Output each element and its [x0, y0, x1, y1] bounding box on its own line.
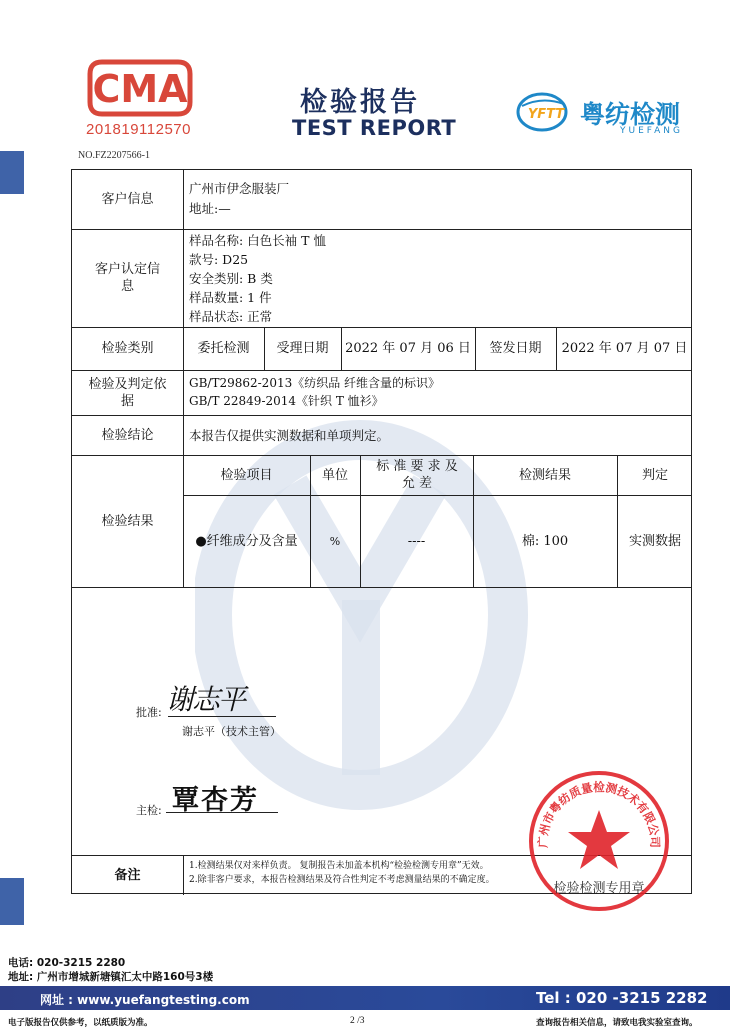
header-result: 检测结果 — [518, 467, 571, 483]
report-number: NO.FZ2207566-1 — [78, 150, 150, 161]
issue-date: 2022 年 07 月 07 日 — [561, 341, 688, 356]
side-accent-bar-top — [0, 151, 24, 194]
header-requirement: 标 准 要 求 及 允 差 — [376, 459, 458, 491]
row-result: 棉: 100 — [521, 533, 569, 549]
seal-bottom-text: 检验检测专用章 — [553, 881, 645, 896]
red-seal-icon — [526, 768, 672, 914]
approve-signature: 谢志平 — [166, 683, 245, 716]
brand-name-en: YUEFANG — [620, 126, 683, 136]
row-unit: % — [329, 534, 341, 548]
header-judgement: 判定 — [641, 467, 668, 483]
basis-label: 检验及判定依据 — [88, 376, 167, 409]
row-judgement: 实测数据 — [628, 533, 681, 549]
result-label: 检验结果 — [101, 513, 154, 529]
basis-standard-2: GB/T 22849-2014《针织 T 恤衫》 — [189, 394, 384, 408]
report-title-en: TEST REPORT — [292, 116, 457, 140]
test-type-value: 委托检测 — [197, 341, 250, 356]
test-type-label: 检验类别 — [101, 341, 154, 356]
issue-date-label: 签发日期 — [489, 341, 542, 356]
received-date-label: 受理日期 — [276, 341, 329, 356]
sample-status: 样品状态: 正常 — [189, 309, 273, 324]
footer-website[interactable]: 网址 : www.yuefangtesting.com — [40, 993, 250, 1007]
row-requirement: ---- — [407, 533, 426, 549]
cma-code: 201819112570 — [86, 121, 191, 138]
inspector-label: 主检: — [136, 804, 162, 817]
cma-logo-icon — [84, 56, 196, 120]
row-item: ●纤维成分及含量 — [195, 533, 298, 549]
footer-phone: 电话: 020-3215 2280 — [8, 957, 126, 969]
report-title-cn: 检验报告 — [300, 87, 420, 118]
client-address: 地址:— — [189, 201, 231, 216]
remark-line-2: 2.除非客户要求，本报告检测结果及符合性判定不考虑测量结果的不确定度。 — [189, 875, 495, 885]
footer-tel: Tel : 020 -3215 2282 — [536, 989, 708, 1007]
client-name: 广州市伊念服装厂 — [189, 181, 290, 196]
client-info-label: 客户信息 — [101, 192, 154, 207]
approver-name: 谢志平（技术主管） — [182, 725, 281, 738]
seal-arc-text: 广州市粤纺质量检测技术有限公司 — [535, 780, 663, 848]
cma-letters: CMA — [92, 67, 188, 111]
sample-info-label: 客户认定信息 — [94, 262, 160, 294]
approve-label: 批准: — [136, 706, 162, 719]
remark-label: 备注 — [114, 867, 141, 883]
remark-line-1: 1.检测结果仅对来样负责。 复制报告未加盖本机构“检验检测专用章”无效。 — [189, 861, 489, 871]
sample-style-no: 款号: D25 — [189, 252, 249, 267]
brand-name-cn: 粤纺检测 — [580, 100, 681, 129]
conclusion-label: 检验结论 — [101, 427, 154, 443]
received-date: 2022 年 07 月 06 日 — [345, 341, 471, 356]
basis-standard-1: GB/T29862-2013《纺织品 纤维含量的标识》 — [189, 376, 441, 390]
page-number: 2 /3 — [350, 1016, 365, 1026]
sample-quantity: 样品数量: 1 件 — [189, 290, 272, 305]
header-unit: 单位 — [321, 467, 348, 483]
footer-right-note: 查询报告相关信息，请致电我实验室查询。 — [536, 1018, 698, 1028]
conclusion-value: 本报告仅提供实测数据和单项判定。 — [189, 428, 390, 443]
sample-name: 样品名称: 白色长袖 T 恤 — [189, 233, 326, 248]
yftt-abbr: YFTT — [527, 107, 565, 122]
yftt-logo-icon — [514, 90, 578, 134]
inspector-signature: 覃杏芳 — [172, 785, 259, 816]
footer-address: 地址: 广州市增城新塘镇汇太中路160号3楼 — [8, 971, 214, 983]
footer-left-note: 电子版报告仅供参考，以纸质版为准。 — [8, 1018, 153, 1028]
side-accent-bar-bottom — [0, 878, 24, 925]
sample-safety-class: 安全类别: B 类 — [189, 271, 273, 286]
header-item: 检验项目 — [220, 467, 273, 483]
inspector-signature-line — [166, 812, 278, 813]
approve-signature-line — [168, 716, 276, 717]
